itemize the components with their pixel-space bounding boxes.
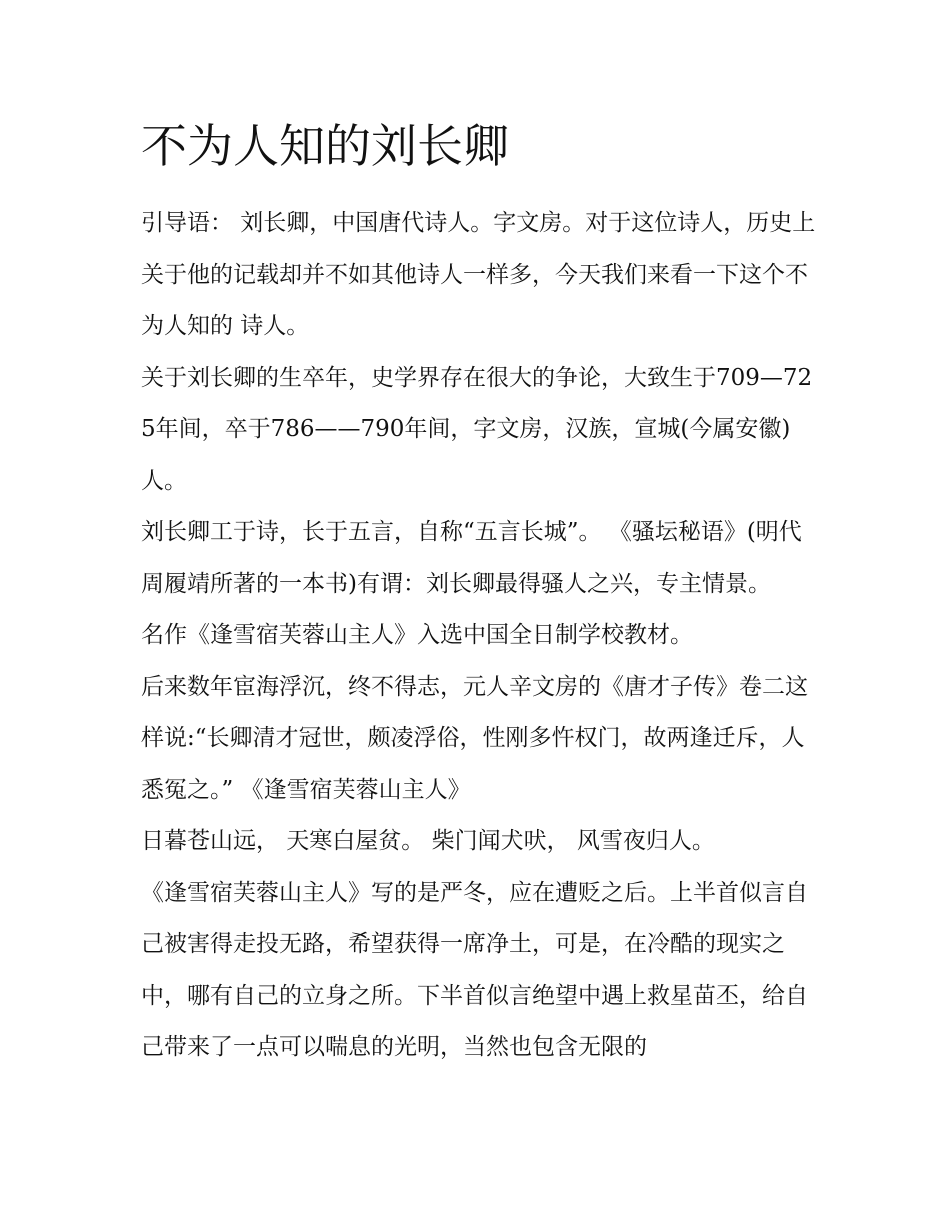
document-title: 不为人知的刘长卿 bbox=[141, 119, 509, 173]
paragraph-analysis: 《逢雪宿芙蓉山主人》写的是严冬，应在遭贬之后。上半首似言自己被害得走投无路，希望获得一席净土，可是，在冷酷的现实之中，哪有自己的立身之所。下半首似言绝望中遇上救星苗丕，给自己带来了一点可以喘息的光明，当然也包含无限的 bbox=[141, 879, 808, 1060]
paragraph-birth-death: 关于刘长卿的生卒年，史学界存在很大的争论，大致生于709—725年间，卒于786——790年间，字文房，汉族，宣城(今属安徽)人。 bbox=[141, 364, 813, 494]
document-body bbox=[141, 110, 821, 1074]
paragraph-poem: 日暮苍山远， 天寒白屋贫。 柴门闻犬吠， 风雪夜归人。 bbox=[141, 828, 715, 854]
paragraph-intro: 引导语： 刘长卿，中国唐代诗人。字文房。对于这位诗人，历史上关于他的记载却并不如其他诗人一样多，今天我们来看一下这个不为人知的 诗人。 bbox=[141, 210, 816, 339]
paragraph-famous-work: 名作《逢雪宿芙蓉山主人》入选中国全日制学校教材。 bbox=[141, 622, 693, 648]
paragraph-career: 后来数年宦海浮沉，终不得志，元人辛文房的《唐才子传》卷二这样说:“长卿清才冠世，颇凌浮俗，性刚多忤权门，故两逢迁斥，人悉冤之。” 《逢雪宿芙蓉山主人》 bbox=[141, 673, 808, 803]
paragraph-poetry-style: 刘长卿工于诗，长于五言，自称“五言长城”。 《骚坛秘语》(明代周履靖所著的一本书)有谓：刘长卿最得骚人之兴，专主情景。 bbox=[141, 519, 802, 597]
